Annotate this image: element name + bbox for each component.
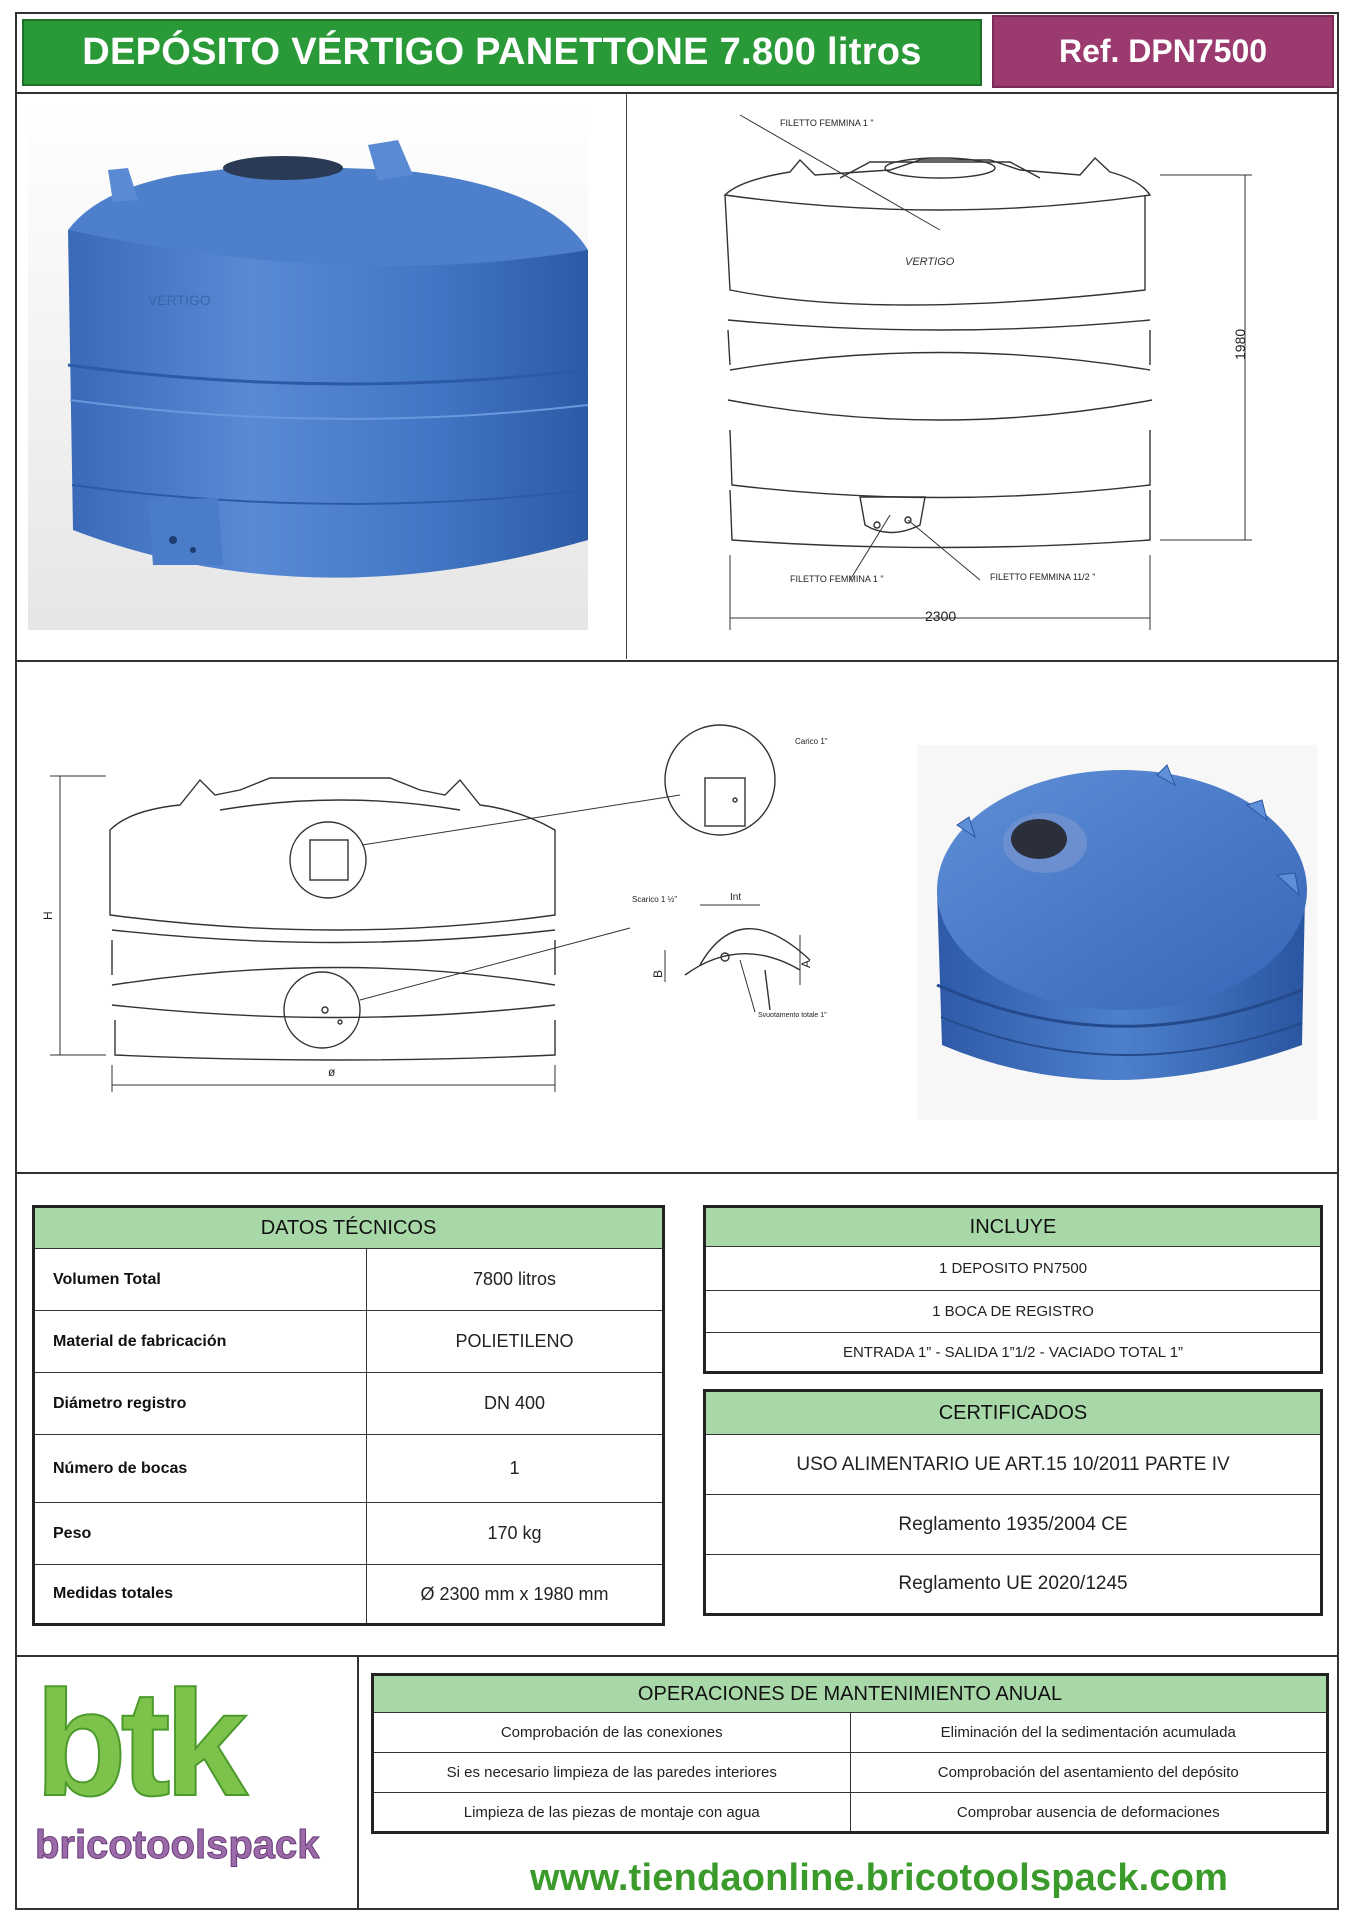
mantenimiento-item: Comprobar ausencia de deformaciones [850, 1793, 1328, 1833]
datos-header: DATOS TÉCNICOS [34, 1207, 664, 1249]
section3-bottom-divider [15, 1655, 1339, 1657]
label-filetto-top: FILETTO FEMMINA 1 " [780, 118, 874, 128]
datos-value: Ø 2300 mm x 1980 mm [367, 1565, 664, 1625]
tank-detail-drawing [40, 720, 860, 1100]
incluye-header: INCLUYE [705, 1207, 1322, 1247]
label-filetto-bottom-left: FILETTO FEMMINA 1 " [790, 574, 884, 584]
datos-label: Volumen Total [34, 1249, 367, 1311]
mantenimiento-item: Limpieza de las piezas de montaje con agua [373, 1793, 851, 1833]
label-scarico: Scarico 1 ½" [632, 895, 678, 904]
datos-label: Número de bocas [34, 1435, 367, 1503]
datos-label: Diámetro registro [34, 1373, 367, 1435]
section1-bottom-divider [15, 660, 1339, 662]
label-int: Int [730, 892, 742, 903]
datos-label: Peso [34, 1503, 367, 1565]
dim-diameter: ø [328, 1065, 336, 1079]
mantenimiento-item: Comprobación de las conexiones [373, 1713, 851, 1753]
mantenimiento-item: Comprobación del asentamiento del depósito [850, 1753, 1328, 1793]
dim-height: 1980 [1232, 328, 1248, 360]
section2-bottom-divider [15, 1172, 1339, 1174]
footer-divider [357, 1656, 359, 1910]
datos-label: Medidas totales [34, 1565, 367, 1625]
product-ref: Ref. DPN7500 [992, 15, 1334, 88]
incluye-item: 1 DEPOSITO PN7500 [705, 1247, 1322, 1291]
datos-value: POLIETILENO [367, 1311, 664, 1373]
mantenimiento-item: Eliminación del la sedimentación acumulada [850, 1713, 1328, 1753]
btk-logo [30, 1670, 350, 1880]
incluye-table [703, 1205, 1323, 1374]
certificado-item: Reglamento 1935/2004 CE [705, 1495, 1322, 1555]
datos-value: 170 kg [367, 1503, 664, 1565]
dim-h: H [41, 911, 55, 920]
datos-label: Material de fabricación [34, 1311, 367, 1373]
logo-small: bricotoolspack [35, 1823, 320, 1867]
dim-width: 2300 [925, 608, 957, 624]
website-url[interactable]: www.tiendaonline.bricotoolspack.com [530, 1857, 1229, 1899]
tank-photo-top [917, 745, 1317, 1120]
datos-tecnicos-table [32, 1205, 665, 1626]
incluye-item: 1 BOCA DE REGISTRO [705, 1291, 1322, 1333]
datos-value: DN 400 [367, 1373, 664, 1435]
datos-value: 7800 litros [367, 1249, 664, 1311]
certificado-item: Reglamento UE 2020/1245 [705, 1555, 1322, 1615]
incluye-item: ENTRADA 1” - SALIDA 1”1/2 - VACIADO TOTAL 1” [705, 1333, 1322, 1373]
label-b: B [651, 969, 665, 978]
label-filetto-bottom-right: FILETTO FEMMINA 11/2 " [990, 572, 1096, 582]
datos-value: 1 [367, 1435, 664, 1503]
label-a: A [799, 959, 813, 968]
mantenimiento-header: OPERACIONES DE MANTENIMIENTO ANUAL [373, 1675, 1328, 1713]
tank-technical-drawing [640, 100, 1280, 640]
label-svuotamento: Svuotamento totale 1" [758, 1012, 827, 1019]
tank-photo-front [28, 100, 608, 630]
tank-photo-brand: VERTIGO [148, 292, 211, 308]
certificados-table [703, 1389, 1323, 1616]
product-title: DEPÓSITO VÉRTIGO PANETTONE 7.800 litros [22, 19, 982, 86]
section1-divider [626, 94, 627, 659]
mantenimiento-table [371, 1673, 1329, 1834]
logo-big: btk [35, 1670, 242, 1827]
certificado-item: USO ALIMENTARIO UE ART.15 10/2011 PARTE IV [705, 1435, 1322, 1495]
label-carico: Carico 1" [795, 737, 828, 746]
drawing-brand: VERTIGO [905, 256, 955, 268]
mantenimiento-item: Si es necesario limpieza de las paredes interiores [373, 1753, 851, 1793]
header-divider [15, 92, 1339, 94]
certificados-header: CERTIFICADOS [705, 1391, 1322, 1435]
